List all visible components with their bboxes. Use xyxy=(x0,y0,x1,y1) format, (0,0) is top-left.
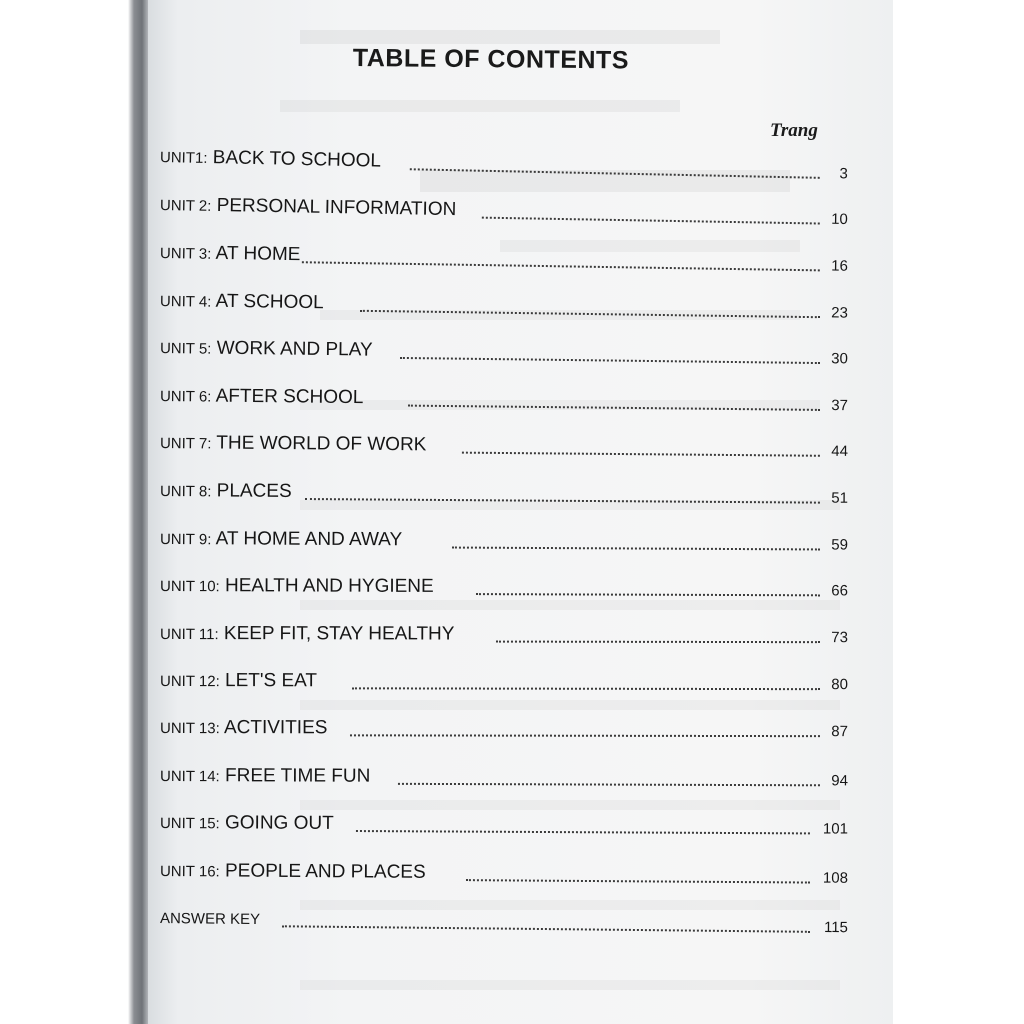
toc-entry-page-number: 37 xyxy=(831,397,849,415)
toc-entry-unit: UNIT 11: xyxy=(159,626,219,644)
toc-entry-title: AT HOME AND AWAY xyxy=(211,528,403,551)
toc-entry-page-number: 30 xyxy=(831,350,849,368)
toc-entry xyxy=(160,761,848,793)
toc-entry-page-number: 115 xyxy=(823,918,849,937)
toc-leader-dots xyxy=(462,452,820,457)
toc-entry-label xyxy=(160,670,317,692)
toc-entry-page-number: 101 xyxy=(822,820,849,838)
toc-entry xyxy=(160,856,848,891)
toc-leader-dots xyxy=(476,593,820,596)
toc-entry xyxy=(160,808,848,842)
toc-entry-title: ACTIVITIES xyxy=(219,717,328,739)
toc-entry xyxy=(160,381,848,418)
toc-entry-title: PEOPLE AND PLACES xyxy=(219,860,426,883)
toc-entry-unit: UNIT 3: xyxy=(159,245,212,263)
toc-entry-page-number: 66 xyxy=(831,582,849,600)
toc-entry-unit: UNIT 4: xyxy=(159,293,212,311)
page-number-column-header: Trang xyxy=(770,120,818,141)
toc-entry-label xyxy=(160,242,301,266)
toc-leader-dots xyxy=(400,357,820,364)
toc-entry-label xyxy=(160,194,457,221)
toc-entry-label xyxy=(160,907,260,930)
toc-entry-title: AFTER SCHOOL xyxy=(211,385,364,409)
toc-entry-title: BACK TO SCHOOL xyxy=(207,146,382,172)
toc-entry-page-number: 10 xyxy=(831,210,848,229)
toc-entry-unit: UNIT1: xyxy=(159,149,208,167)
toc-entry-label xyxy=(160,432,427,456)
toc-entry-label xyxy=(160,337,373,362)
toc-entry xyxy=(160,903,848,940)
toc-entry xyxy=(160,333,848,371)
toc-entry-title: PLACES xyxy=(211,480,292,502)
toc-entry-unit: UNIT 5: xyxy=(159,340,212,358)
toc-entry-page-number: 51 xyxy=(831,489,849,507)
toc-entry xyxy=(160,666,848,697)
toc-entry-unit: UNIT 9: xyxy=(159,531,212,549)
toc-entry-unit: UNIT 16: xyxy=(159,863,220,881)
toc-entry-title: FREE TIME FUN xyxy=(219,765,371,787)
toc-entry-unit: UNIT 12: xyxy=(159,673,220,691)
toc-entry-label xyxy=(160,765,370,788)
toc-entry-title: GOING OUT xyxy=(219,812,334,834)
toc-entry-page-number: 59 xyxy=(831,536,849,554)
toc-leader-dots xyxy=(408,405,820,411)
toc-entry-title: PERSONAL INFORMATION xyxy=(211,194,457,221)
toc-entry xyxy=(160,142,848,186)
toc-entry-title: WORK AND PLAY xyxy=(211,337,373,361)
toc-leader-dots xyxy=(352,687,820,690)
toc-entry-page-number: 3 xyxy=(839,165,848,183)
toc-leader-dots xyxy=(398,783,820,786)
toc-entry-title: AT SCHOOL xyxy=(211,290,324,314)
toc-entry-label xyxy=(160,528,402,551)
toc-leader-dots xyxy=(466,879,810,883)
toc-entry-unit: UNIT 6: xyxy=(159,388,212,406)
toc-entry-unit: UNIT 8: xyxy=(159,483,212,501)
toc-leader-dots xyxy=(410,168,820,179)
toc-entry-unit: UNIT 13: xyxy=(159,720,220,738)
toc-entry-title: KEEP FIT, STAY HEALTHY xyxy=(218,623,455,645)
toc-entry-label xyxy=(160,575,434,598)
toc-entry xyxy=(160,286,848,326)
toc-entry-title: THE WORLD OF WORK xyxy=(211,432,427,456)
toc-leader-dots xyxy=(305,498,820,504)
toc-entry-label xyxy=(160,717,327,739)
toc-entry xyxy=(160,713,848,744)
toc-entry-unit: UNIT 2: xyxy=(159,197,212,215)
toc-leader-dots xyxy=(350,734,820,737)
toc-entry-unit: UNIT 10: xyxy=(159,578,220,596)
toc-entry-page-number: 23 xyxy=(831,304,849,322)
toc-entry-unit: UNIT 14: xyxy=(159,768,220,786)
toc-leader-dots xyxy=(482,217,820,225)
toc-entry-label xyxy=(160,480,292,503)
toc-leader-dots xyxy=(302,261,820,271)
toc-leader-dots xyxy=(452,547,820,551)
toc-entry-page-number: 87 xyxy=(831,723,849,741)
toc-entry-label xyxy=(160,385,364,409)
toc-leader-dots xyxy=(282,925,810,933)
toc-entry xyxy=(160,524,848,558)
toc-entry-title: AT HOME xyxy=(211,242,301,266)
toc-entry xyxy=(160,428,848,464)
toc-entry-label xyxy=(160,290,324,314)
toc-entry xyxy=(160,476,848,511)
toc-entry-page-number: 44 xyxy=(831,442,849,461)
toc-entry-page-number: 16 xyxy=(831,257,849,275)
toc-entry-label xyxy=(160,812,334,835)
toc-entry-title: HEALTH AND HYGIENE xyxy=(219,575,434,597)
toc-entry-page-number: 73 xyxy=(831,629,849,647)
toc-entry-label xyxy=(160,623,454,646)
toc-entry-label xyxy=(160,860,426,884)
toc-entry-page-number: 108 xyxy=(822,869,849,887)
toc-entry-unit: UNIT 7: xyxy=(159,435,212,453)
toc-entry xyxy=(160,238,848,279)
toc-leader-dots xyxy=(496,641,820,644)
page-title: TABLE OF CONTENTS xyxy=(352,44,630,75)
toc-entry-title: LET'S EAT xyxy=(219,670,318,692)
toc-entry-page-number: 80 xyxy=(831,676,849,694)
toc-entry-unit: UNIT 15: xyxy=(159,815,220,833)
toc-entry-page-number: 94 xyxy=(831,772,849,790)
toc-entry-label xyxy=(160,146,381,173)
toc-leader-dots xyxy=(356,830,810,834)
toc-entry xyxy=(160,190,848,232)
toc-entry xyxy=(160,619,848,650)
toc-leader-dots xyxy=(360,310,820,318)
toc-entry xyxy=(160,571,848,603)
toc-entry-unit: ANSWER KEY xyxy=(159,910,261,929)
